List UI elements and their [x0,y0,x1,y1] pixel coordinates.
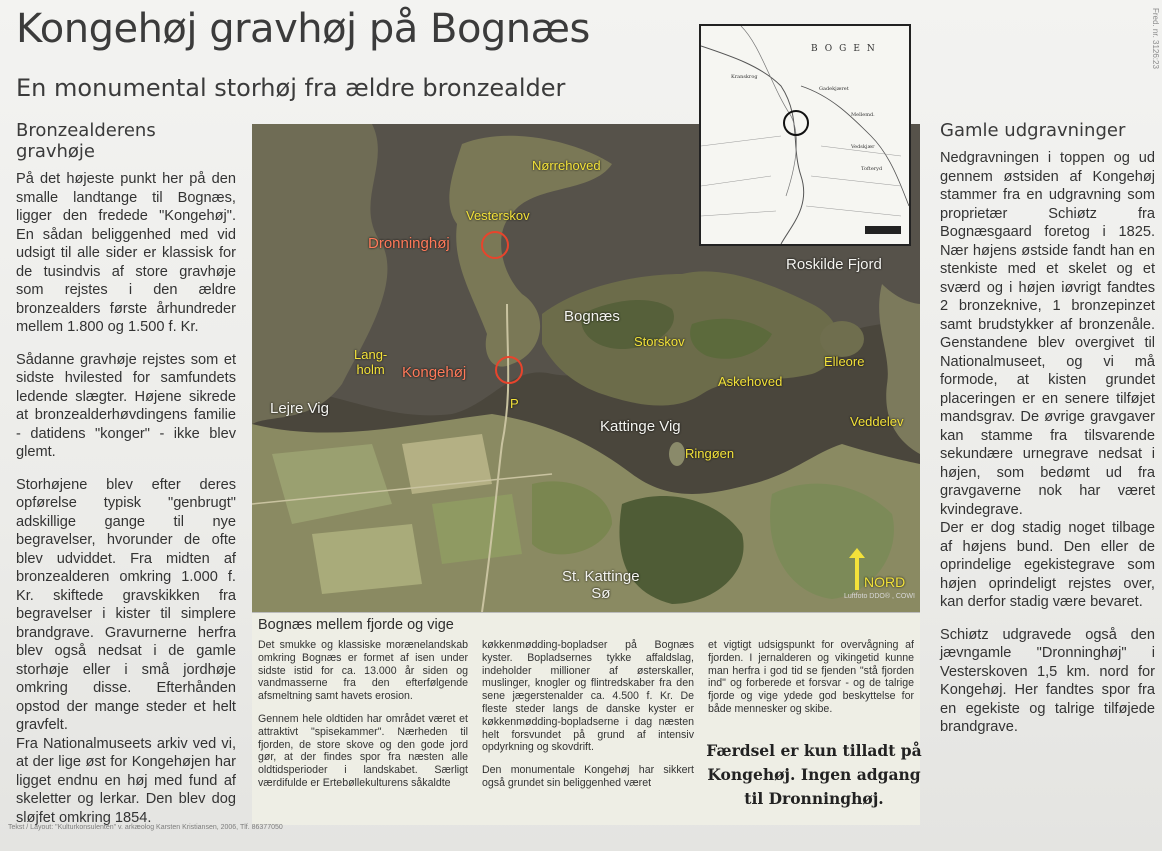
inset-place: Vedskjær [851,144,875,150]
inset-place: Mellemd. [851,112,875,118]
right-paragraph: Der er dog stadig noget tilbage af højens bund. Den eller de oprindelige egekistegrave som højen oprindeligt rejstes over, kan derfor stadig være bevaret. [940,520,1155,610]
infobox-paragraph: et vigtigt udsigspunkt for overvågning af fjorden. I jernalderen og vikingetid kunne man herfra i god tid se fjenden "stå fjorden ind" og forberede et forsvar - og de talrige fjorde og vige ydede god beskyttelse for både mennesker og skibe. [708,639,914,715]
map-label-parking: P [510,396,519,411]
dronninghoj-marker [481,231,509,259]
right-column [940,120,1155,751]
kongehoj-marker [495,356,523,384]
map-label-dronninghoj: Dronninghøj [368,235,450,252]
infobox-column-2 [482,639,694,800]
map-label-vesterskov: Vesterskov [466,208,530,223]
infobox-title: Bognæs mellem fjorde og vige [258,617,454,633]
map-label-bognaes: Bognæs [564,308,620,325]
right-paragraph: Schiøtz udgravede også den jævngamle "Dronninghøj" i Vesterskoven 1,5 km. nord for Kongehøj. Her fandtes spor fra en egekiste og talrige tilføjede brandgrave. [940,626,1155,735]
left-paragraph: På det højeste punkt her på den smalle landtange til Bognæs, ligger den fredede "Kongehøj". En sådan beliggenhed med vid udsigt til alle sider er klassisk for de tusindvis af store gravhøje som rejstes i den ældre bronzealders første århundreder mellem 1.800 og 1.500 f. Kr. [16,171,236,335]
infobox-paragraph: Den monumentale Kongehøj har sikkert også grundet sin beliggenhed været [482,764,694,789]
map-label-langholm: Lang- holm [354,347,388,377]
infobox-paragraph: Det smukke og klassiske morænelandskab omkring Bognæs er formet af isen under sidste istid for ca. 13.000 år siden og vandmasserne fra den efterfølgende afsmeltning samt havets erosion. [258,639,468,703]
left-column-title: Bronzealderens gravhøje [16,120,156,162]
infobox-paragraph: køkkenmødding-bopladser på Bognæs kyster. Bopladsernes tykke affaldslag, indeholder millioner af østerskaller, muslinger, knogler og flintredskaber fra den sene jægerstenalder ca. 4.500 f. Kr. De fleste steder langs de danske kyster er køkkenmødding-bopladserne i dag næsten helt forsvundet på grund af intensiv opdyrkning og skovdrift. [482,639,694,754]
infobox-column-3 [708,639,914,726]
inset-map-drawing [701,26,909,244]
inset-place: Gadekjæret [819,86,849,92]
infobox-paragraph: Gennem hele oldtiden har området været et attraktivt "spisekammer". Nærheden til fjorden, de store skove og den gode jord gør, at der findes spor fra næsten alle oldtidsperioder i landskabet. Særligt værdifulde er Ertebøllekulturens såkaldte [258,712,468,789]
map-credit: Luftfoto DDO® , COWI [844,593,915,600]
left-column [16,120,236,841]
map-label-kattinge-vig: Kattinge Vig [600,418,681,435]
map-label-askehoved: Askehoved [718,374,783,389]
inset-historical-map [699,24,911,246]
page-title: Kongehøj gravhøj på Bognæs [16,6,590,52]
infobox-column-1 [258,639,468,800]
right-column-title: Gamle udgravninger [940,120,1126,141]
inset-place: Tofteryd [861,166,883,172]
map-label-storskov: Storskov [634,334,685,349]
inset-title: BOGEN [811,44,882,54]
map-label-norrehoved: Nørrehoved [532,158,601,173]
map-label-nord: NORD [864,574,906,590]
footer-credit: Tekst / Layout: "Kulturkonsulenten" v. arkæolog Karsten Kristiansen, 2006, Tlf. 86377050 [8,824,283,831]
map-label-ringoen: Ringøen [685,446,735,461]
map-label-roskilde-fjord: Roskilde Fjord [786,256,882,273]
page-subtitle: En monumental storhøj fra ældre bronzealder [16,74,566,102]
north-arrow-icon [855,556,859,590]
infobox [252,612,920,825]
inset-place: Kranskrog [731,74,758,80]
map-label-st-kattinge-so: St. Kattinge Sø [562,568,640,602]
left-paragraph: Sådanne gravhøje rejstes som et sidste hvilested for samfundets ledende slægter. Højene sikrede at bronzealderhøvdingens familie - datidens "konger" - ikke blev glemt. [16,351,236,460]
left-paragraph: Storhøjene blev efter deres opførelse typisk "genbrugt" adskillige gange til nye begravelser, hvorunder de ofte blev udviddet. Fra midten af bronzealderen omkring 1.000 f. Kr. skiftede gravskikken fra begravelser i kister til simplere brandgrave. Gravurnerne herfra blev også nedsat i de gamle storhøje eller i små jordhøje omkring disse. Efterhånden opstod der mange steder et helt gravfelt. [16,476,236,733]
map-label-veddelev: Veddelev [850,414,904,429]
map-label-elleore: Elleore [824,354,865,369]
left-paragraph: Fra Nationalmuseets arkiv ved vi, at der lige øst for Kongehøjen har ligget endnu en høj med fund af skeletter og lerkar. Den blev dog sløjfet omkring 1854. [16,735,236,826]
reference-code: Fred. nr. 3126:23 [1151,8,1160,69]
map-label-kongehoj: Kongehøj [402,364,467,381]
map-label-lejre-vig: Lejre Vig [270,400,329,417]
right-paragraph: Nedgravningen i toppen og ud gennem østsiden af Kongehøj stammer fra en udgravning som proprietær Schiøtz fra Bognæsgaard foretog i 1825. Nær højens østside fandt han en stenkiste med et skelet og et sværd og i højen iøvrigt fandtes 2 bronzeknive, 1 bronzepinzet samt brudstykker af bronzenåle. Genstandene blev overgivet til Nationalmuseet, og vi må formode, at kisten grundet placeringen er en senere tilføjet mandsgrav. De øvrige gravgaver kan stamme fra tilsvarende sekundære urnegrave nedsat i højen, som bedømt ud fra gravgaverne nok har været kvindegrave. [940,150,1155,518]
access-notice: Færdsel er kun tilladt på Kongehøj. Ingen adgang til Dronninghøj. [706,741,922,808]
